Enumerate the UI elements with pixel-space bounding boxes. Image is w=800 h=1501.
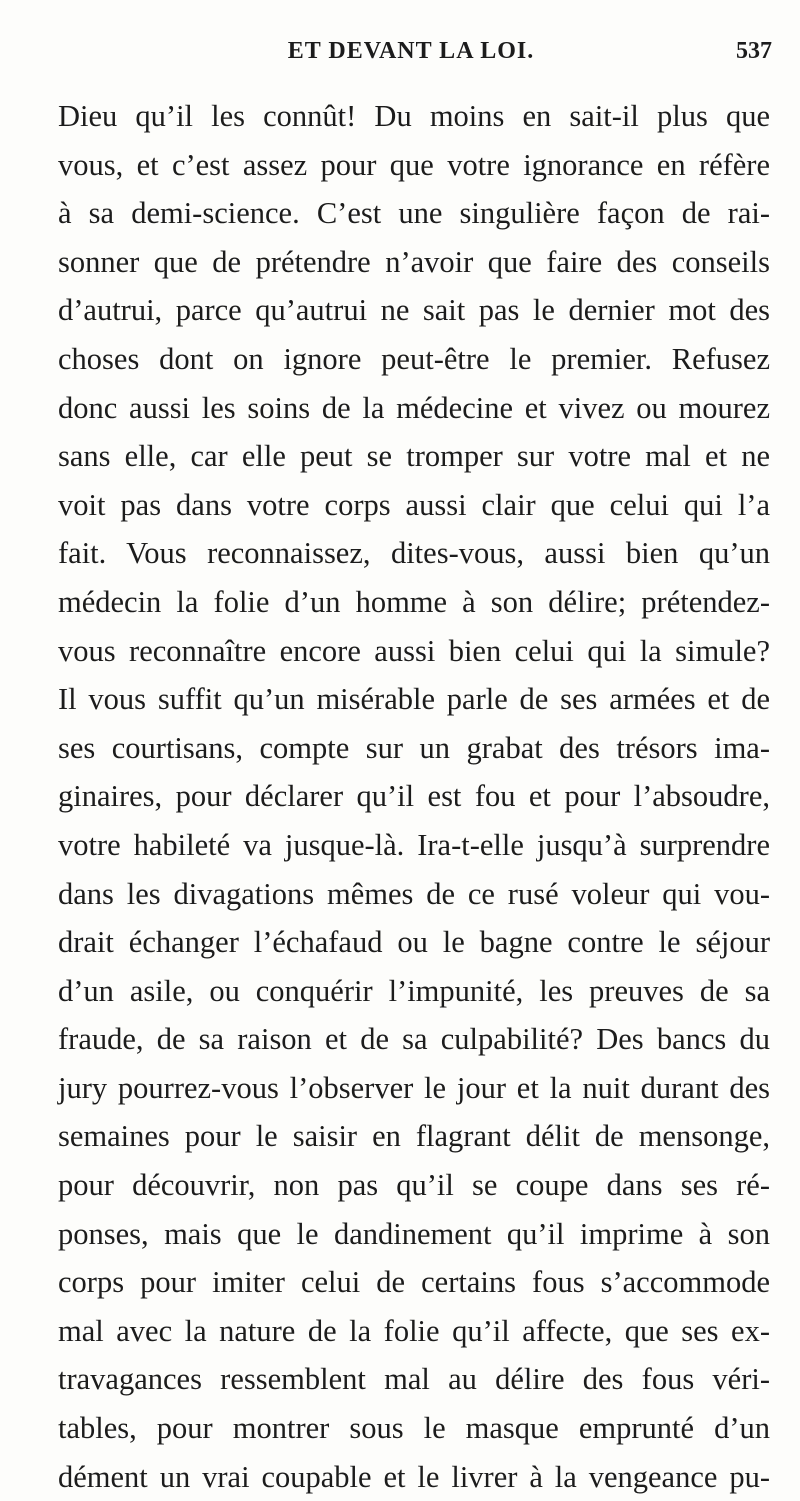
text-line: semaines pour le saisir en flagrant délit de mensonge, <box>58 1119 770 1154</box>
page-number: 537 <box>736 38 772 64</box>
text-line: mal avec la nature de la folie qu’il affecte, que ses ex- <box>58 1313 770 1348</box>
text-line: vous reconnaître encore aussi bien celui qui la simule? <box>58 633 770 668</box>
text-line: jury pourrez-vous l’observer le jour et la nuit durant des <box>58 1070 770 1105</box>
text-line: sonner que de prétendre n’avoir que faire des conseils <box>58 244 770 279</box>
text-line: tables, pour montrer sous le masque emprunté d’un <box>58 1411 770 1446</box>
text-line: choses dont on ignore peut-être le premier. Refusez <box>58 341 770 376</box>
text-line: travagances ressemblent mal au délire des fous véri- <box>58 1362 770 1397</box>
text-line: d’un asile, ou conquérir l’impunité, les preuves de sa <box>58 973 770 1008</box>
text-line: sans elle, car elle peut se tromper sur votre mal et ne <box>58 439 770 474</box>
text-line: drait échanger l’échafaud ou le bagne contre le séjour <box>58 925 770 960</box>
text-line: fraude, de sa raison et de sa culpabilité? Des bancs du <box>58 1022 770 1057</box>
running-title: ET DEVANT LA LOI. <box>287 38 535 64</box>
text-line: ses courtisans, compte sur un grabat des trésors ima- <box>58 730 770 765</box>
text-line: vous, et c’est assez pour que votre ignorance en réfère <box>58 147 770 182</box>
text-line: ponses, mais que le dandinement qu’il imprime à son <box>58 1216 770 1251</box>
text-line: votre habileté va jusque-là. Ira-t-elle jusqu’à surprendre <box>58 827 770 862</box>
text-line: donc aussi les soins de la médecine et vivez ou mourez <box>58 390 770 425</box>
text-line: ginaires, pour déclarer qu’il est fou et pour l’absoudre, <box>58 779 770 814</box>
text-line: fait. Vous reconnaissez, dites-vous, aussi bien qu’un <box>58 536 770 571</box>
running-head <box>50 38 772 78</box>
text-line: dément un vrai coupable et le livrer à la vengeance pu- <box>58 1459 770 1494</box>
text-line: d’autrui, parce qu’autrui ne sait pas le dernier mot des <box>58 293 770 328</box>
body-text <box>58 92 770 1501</box>
text-line: pour découvrir, non pas qu’il se coupe dans ses ré- <box>58 1168 770 1203</box>
text-line: corps pour imiter celui de certains fous s’accommode <box>58 1265 770 1300</box>
text-line: Dieu qu’il les connût! Du moins en sait-il plus que <box>58 99 770 133</box>
text-line: dans les divagations mêmes de ce rusé voleur qui vou- <box>58 876 770 911</box>
text-line: voit pas dans votre corps aussi clair que celui qui l’a <box>58 487 770 522</box>
text-line: à sa demi-science. C’est une singulière façon de rai- <box>58 196 770 231</box>
text-line: médecin la folie d’un homme à son délire; prétendez- <box>58 584 770 619</box>
text-line: Il vous suffit qu’un misérable parle de ses armées et de <box>58 682 770 717</box>
